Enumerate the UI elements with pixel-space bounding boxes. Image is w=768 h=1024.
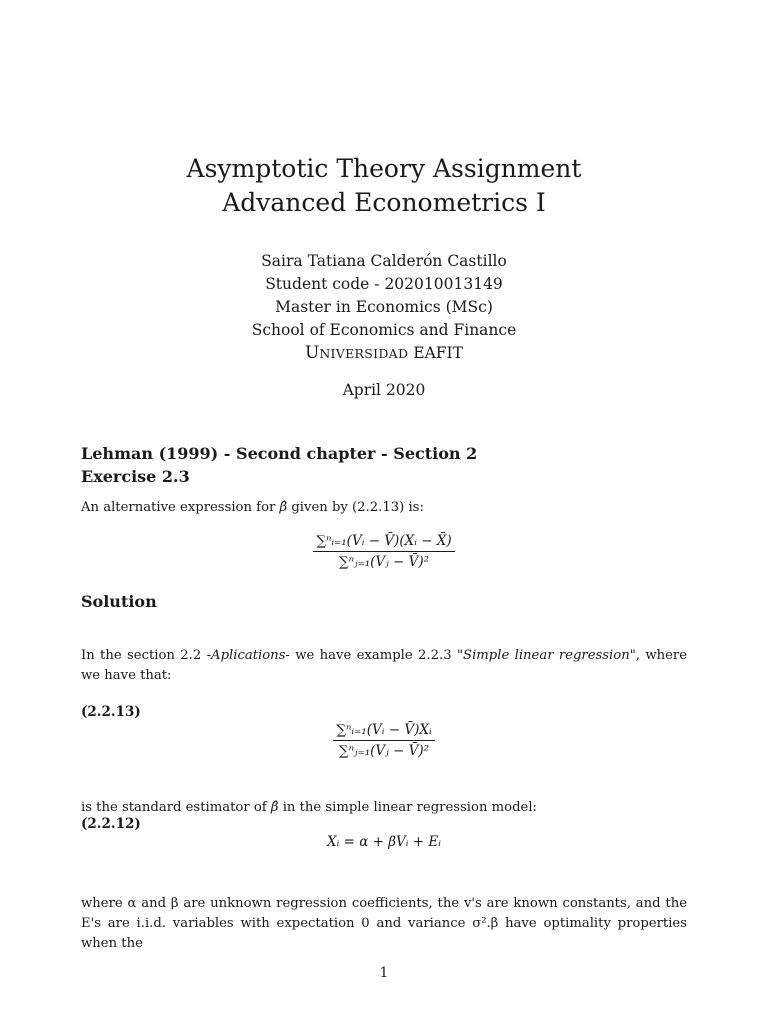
university-smallcaps: NIVERSIDAD — [319, 346, 409, 361]
date: April 2020 — [342, 381, 426, 399]
formula-alt-denominator: ∑ⁿⱼ₌₁(Vⱼ − V̄)² — [338, 554, 430, 570]
title-line-2: Advanced Econometrics I — [222, 188, 546, 217]
label-2-2-12: (2.2.12) — [81, 816, 141, 832]
university — [0, 342, 768, 365]
formula-2213-denominator: ∑ⁿⱼ₌₁(Vⱼ − V̄)² — [338, 743, 430, 759]
label-2-2-13: (2.2.13) — [81, 704, 141, 720]
formula-2-2-12: Xᵢ = α + βVᵢ + Eᵢ — [327, 834, 441, 850]
solution-heading: Solution — [81, 592, 157, 611]
university-eafit: EAFIT — [413, 344, 463, 362]
author-name: Saira Tatiana Calderón Castillo — [261, 252, 507, 270]
formula-alt-numerator: ∑ⁿᵢ₌₁(Vᵢ − V̄)(Xᵢ − X̄) — [313, 533, 454, 552]
page-number: 1 — [379, 965, 389, 981]
solution-paragraph-3: where α and β are unknown regression coefficients, the v's are known constants, and the E's are i.i.d. variables with expectation 0 and variance σ².β have optimality properties when the — [81, 896, 687, 951]
beta-hat-symbol: β̂ — [279, 500, 288, 515]
formula-alternative — [0, 530, 768, 570]
section-heading: Lehman (1999) - Second chapter - Section 2 — [81, 444, 478, 463]
exercise-text: An alternative expression for β̂ given by (2.2.13) is: — [81, 500, 424, 515]
student-code: Student code - 202010013149 — [265, 275, 503, 293]
title-line-1: Asymptotic Theory Assignment — [186, 154, 582, 183]
university-initial: U — [304, 343, 320, 363]
exercise-heading: Exercise 2.3 — [81, 467, 190, 486]
formula-2213-numerator: ∑ⁿᵢ₌₁(Vᵢ − V̄)Xᵢ — [333, 722, 434, 741]
program: Master in Economics (MSc) — [275, 298, 493, 316]
school: School of Economics and Finance — [251, 321, 517, 339]
solution-paragraph-2: is the standard estimator of β̂ in the simple linear regression model: — [81, 800, 538, 815]
beta-hat-symbol-2: β̂ — [270, 800, 279, 815]
solution-paragraph-1: In the section 2.2 -Aplications- we have example 2.2.3 "Simple linear regression", where we have that: — [81, 648, 688, 683]
formula-2-2-13 — [0, 719, 768, 759]
